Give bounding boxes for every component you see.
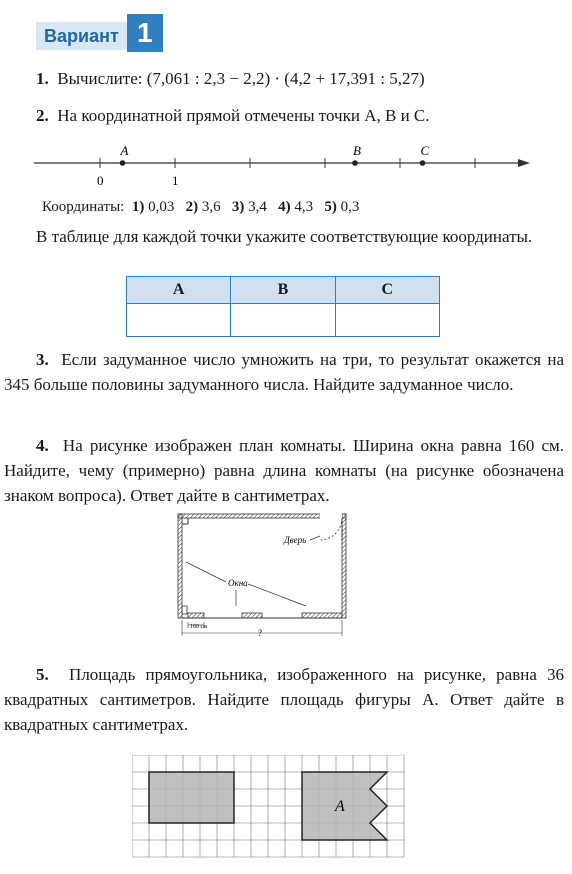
coordinates-option-list xyxy=(132,199,360,215)
wall-left xyxy=(178,514,182,618)
answer-cell-b[interactable] xyxy=(231,304,335,337)
coordinate-option-number: 1) xyxy=(131,199,145,215)
question-5 xyxy=(4,662,564,737)
coordinates-label: Координаты: xyxy=(42,199,125,215)
number-line-arrow xyxy=(518,159,530,167)
question-3-number: 3. xyxy=(36,350,49,369)
rectangle-shape xyxy=(149,772,234,823)
grid-figure xyxy=(132,755,407,865)
radiator xyxy=(182,606,187,614)
door-arc xyxy=(320,518,342,540)
coordinate-option-number: 2) xyxy=(185,199,199,215)
question-2-instruction: В таблице для каждой точки укажите соответствующие координаты. xyxy=(36,227,533,246)
zero-label: 0 xyxy=(97,173,104,188)
coordinate-option-number: 3) xyxy=(231,199,245,215)
number-line xyxy=(0,135,572,190)
number-line-point-b xyxy=(352,160,358,166)
number-line-point-c xyxy=(420,160,426,166)
variant-number: 1 xyxy=(127,14,163,52)
answer-table-header-c: C xyxy=(335,277,439,304)
figure-a-label: A xyxy=(335,798,345,815)
question-2 xyxy=(36,103,556,128)
question-3-text: Если задуманное число умножить на три, то результат окажется на 345 больше половины задуманного числа. Найдите задуманное число. xyxy=(4,350,564,394)
window-label: Окна xyxy=(228,578,248,588)
coordinate-option-value: 3,6 xyxy=(198,199,232,215)
number-line-point-a xyxy=(120,160,126,166)
answer-table-header-a: A xyxy=(127,277,231,304)
answer-cell-c[interactable] xyxy=(335,304,439,337)
number-line-point-label: C xyxy=(420,143,430,158)
one-label: 1 xyxy=(172,173,179,188)
window-3 xyxy=(302,613,342,618)
coordinate-option-value: 0,03 xyxy=(144,199,186,215)
question-2-text: На координатной прямой отмечены точки A, B и C. xyxy=(57,106,430,125)
number-line-point-label: B xyxy=(353,143,361,158)
coordinates-options xyxy=(42,197,359,217)
room-plan xyxy=(170,508,355,640)
question-5-number: 5. xyxy=(36,665,49,684)
coordinate-option-value: 4,3 xyxy=(290,199,325,215)
window-1 xyxy=(188,613,204,618)
question-4-text: На рисунке изображен план комнаты. Ширина окна равна 160 см. Найдите, чему (примерно) равна длина комнаты (на рисунке обозначена знаком вопроса). Ответ дайте в сантиметрах. xyxy=(4,436,564,505)
room-length-unknown: ? xyxy=(258,628,262,638)
question-4 xyxy=(4,433,564,508)
coordinate-option-number: 5) xyxy=(324,199,337,215)
question-1 xyxy=(36,66,556,91)
door-label: Дверь xyxy=(284,535,307,545)
question-4-number: 4. xyxy=(36,436,49,455)
window-2 xyxy=(242,613,262,618)
question-5-text: Площадь прямоугольника, изображенного на рисунке, равна 36 квадратных сантиметров. Найдите площадь фигуры А. Ответ дайте в квадратных сантиметрах. xyxy=(4,665,565,734)
variant-label: Вариант xyxy=(36,22,127,50)
answer-table-header-b: B xyxy=(231,277,335,304)
window-width-label: 160 см xyxy=(190,624,207,630)
question-2-number: 2. xyxy=(36,106,49,125)
number-line-point-label: A xyxy=(120,143,129,158)
wall-right xyxy=(342,514,346,618)
question-3 xyxy=(4,347,564,397)
coordinate-option-value: 3,4 xyxy=(244,199,279,215)
coordinate-option-number: 4) xyxy=(278,199,291,215)
answer-table xyxy=(126,276,440,337)
answer-cell-a[interactable] xyxy=(127,304,231,337)
coordinate-option-value: 0,3 xyxy=(336,199,360,215)
question-1-number: 1. xyxy=(36,69,49,88)
question-1-text: Вычислите: (7,061 : 2,3 − 2,2) · (4,2 + 17,391 : 5,27) xyxy=(57,69,425,88)
variant-badge xyxy=(36,14,168,52)
